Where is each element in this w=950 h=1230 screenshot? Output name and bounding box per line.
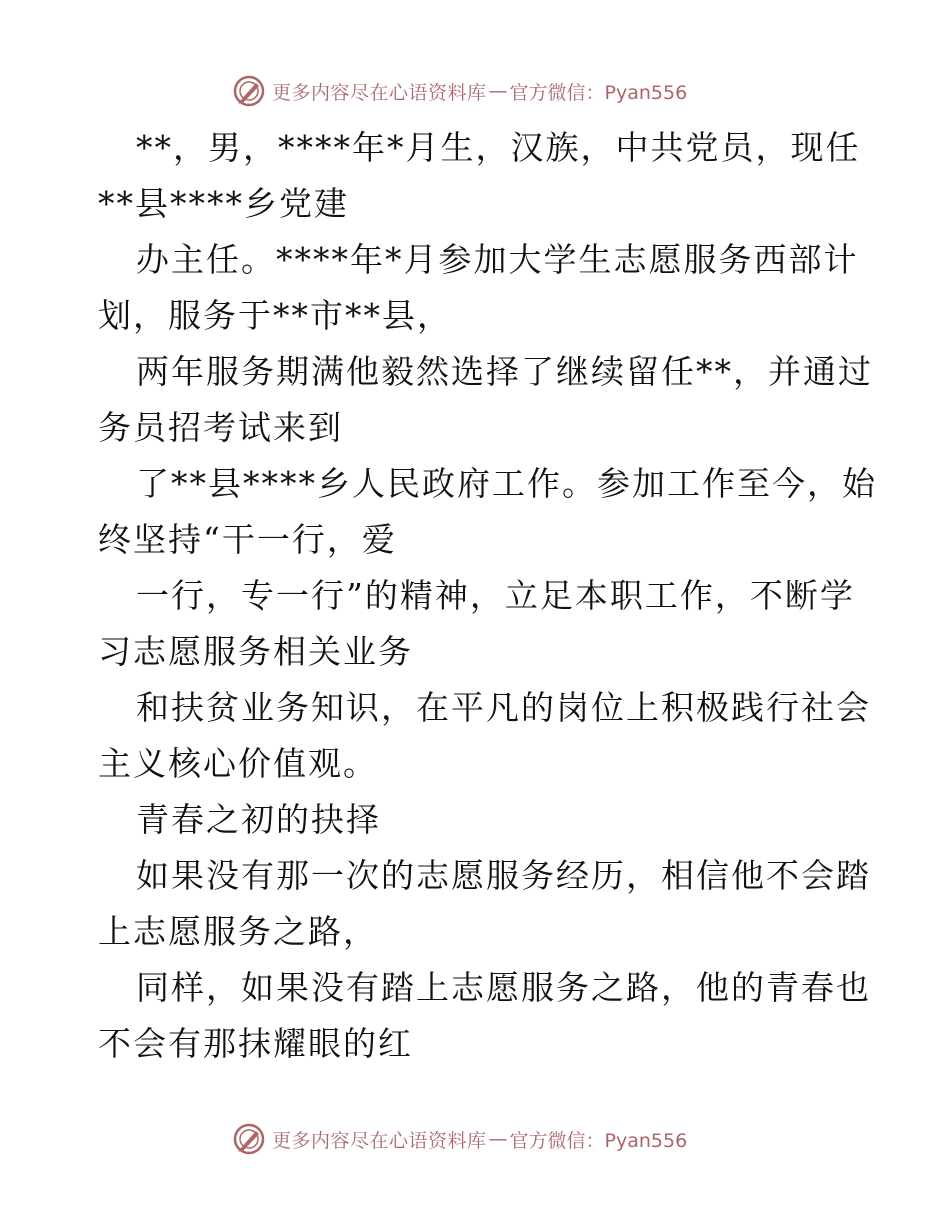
- body-line: 办主任。****年*月参加大学生志愿服务西部计: [136, 240, 859, 279]
- body-line: 主义核心价值观。: [98, 744, 378, 783]
- footer-banner-separator: —: [488, 1128, 508, 1150]
- header-banner-separator: —: [488, 80, 508, 102]
- header-banner-title: 更多内容尽在心语资料库: [272, 81, 487, 104]
- section-heading: 青春之初的抉择: [136, 800, 381, 839]
- document-body: [98, 120, 877, 1072]
- footer-banner-contact: 官方微信：Pyan556: [509, 1129, 688, 1152]
- body-line: 习志愿服务相关业务: [98, 632, 413, 671]
- body-line: 和扶贫业务知识，在平凡的岗位上积极践行社会: [136, 688, 871, 727]
- pen-logo-icon: [232, 1122, 266, 1156]
- body-line: 不会有那抹耀眼的红: [98, 1024, 413, 1063]
- body-line: 上志愿服务之路，: [98, 912, 378, 951]
- footer-banner-title: 更多内容尽在心语资料库: [272, 1129, 487, 1152]
- body-line: 务员招考试来到: [98, 408, 343, 447]
- body-line: 两年服务期满他毅然选择了继续留任**，并通过: [136, 352, 873, 391]
- header-banner: [232, 74, 687, 108]
- body-line: **，男，****年*月生，汉族，中共党员，现任: [136, 128, 861, 167]
- body-line: 终坚持“干一行，爱: [98, 520, 397, 559]
- body-line: 了**县****乡人民政府工作。参加工作至今，始: [136, 464, 877, 503]
- body-line: 如果没有那一次的志愿服务经历，相信他不会踏: [136, 856, 871, 895]
- header-banner-contact: 官方微信：Pyan556: [509, 81, 688, 104]
- pen-logo-icon: [232, 74, 266, 108]
- body-line: 同样，如果没有踏上志愿服务之路，他的青春也: [136, 968, 871, 1007]
- footer-banner: [232, 1122, 687, 1156]
- body-line: **县****乡党建: [98, 184, 349, 223]
- body-line: 划，服务于**市**县，: [98, 296, 452, 335]
- body-line: 一行，专一行”的精神，立足本职工作，不断学: [136, 576, 855, 615]
